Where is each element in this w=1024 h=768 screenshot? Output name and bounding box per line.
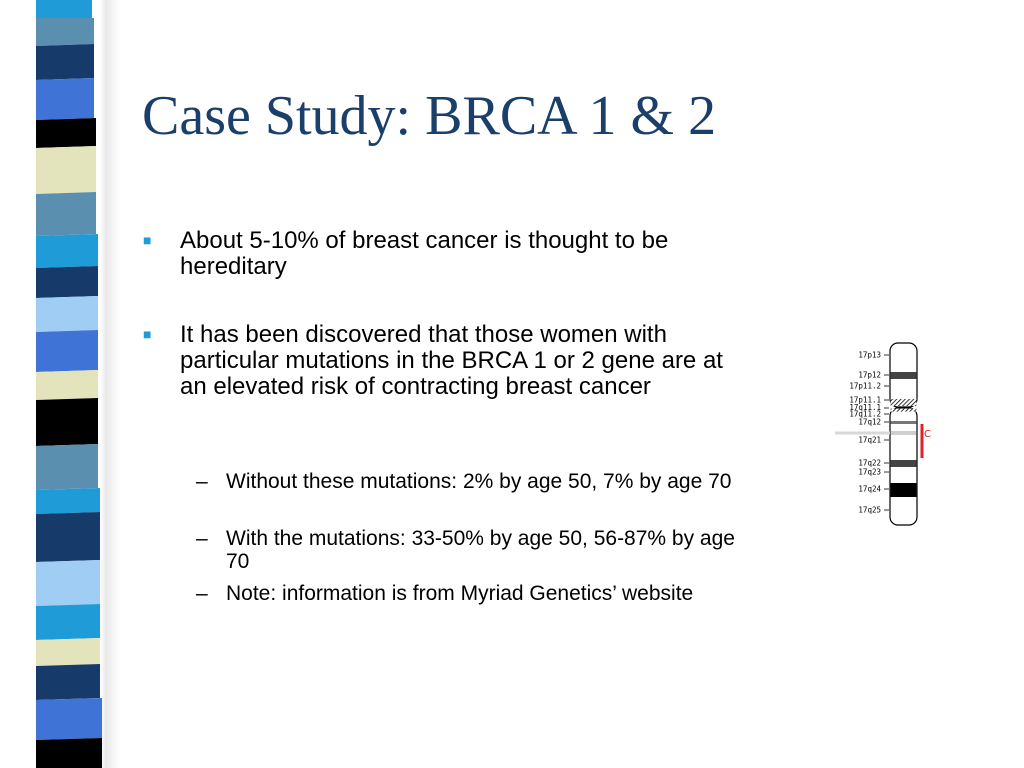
band-label: 17q11.2 (849, 409, 881, 419)
strip-block (36, 330, 98, 372)
band-17q22 (891, 460, 917, 467)
strip-block (36, 146, 96, 194)
bullet-item: It has been discovered that those women with particular mutations in the BRCA 1 or 2 gene are at an elevated risk of contracting breast cancer (180, 321, 723, 400)
band-17p11-1 (891, 399, 917, 406)
bullet-square-icon: ■ (143, 326, 152, 342)
strip-block (36, 664, 100, 700)
dash-icon: – (196, 470, 208, 493)
band-label: 17q21 (858, 435, 881, 445)
band-label: 17p12 (858, 370, 881, 380)
strip-block (36, 638, 100, 666)
strip-block (36, 604, 100, 640)
strip-block (36, 370, 98, 400)
band-label: 17p11.1 (849, 395, 881, 405)
band-17p12 (891, 372, 917, 379)
bullet-square-icon: ■ (143, 232, 152, 248)
sub-bullet-item: With the mutations: 33-50% by age 50, 56-87% by age 70 (226, 527, 735, 573)
band-label: 17q12 (858, 417, 881, 427)
dash-icon: – (196, 582, 208, 605)
bullet-item: About 5-10% of breast cancer is thought to be hereditary (180, 227, 669, 280)
band-label: 17q25 (858, 505, 881, 515)
strip-block (36, 398, 98, 446)
band-label: 17q22 (858, 458, 881, 468)
band-label: 17q24 (858, 484, 881, 494)
decorative-color-strip (0, 0, 120, 768)
strip-blocks (36, 0, 102, 768)
sub-bullet-item: Note: information is from Myriad Genetics’ website (226, 582, 694, 605)
strip-block (36, 192, 96, 236)
strip-block (36, 560, 100, 606)
band-label: 17q23 (858, 467, 881, 477)
strip-block (36, 698, 102, 740)
strip-block (36, 738, 102, 768)
band-label: 17q11.1 (849, 403, 881, 412)
band-label: 17p13 (858, 350, 881, 360)
strip-block (36, 266, 98, 298)
strip-block (36, 0, 92, 18)
strip-block (36, 234, 98, 268)
band-17q11-1 (891, 409, 917, 412)
brca1-marker-letter: C (924, 429, 931, 440)
strip-block (36, 296, 98, 332)
band-17q21-light (891, 431, 917, 435)
strip-block (36, 44, 94, 80)
strip-block (36, 512, 100, 562)
strip-block (36, 78, 94, 120)
strip-block (36, 18, 94, 46)
strip-block (36, 444, 98, 490)
strip-block (36, 118, 96, 148)
band-17q24 (891, 483, 917, 497)
slide-title: Case Study: BRCA 1 & 2 (142, 85, 717, 147)
dash-icon: – (196, 527, 208, 550)
band-17q12 (891, 421, 917, 424)
sub-bullet-item: Without these mutations: 2% by age 50, 7% by age 70 (226, 470, 732, 493)
chromosome-17-ideogram (830, 338, 940, 533)
strip-block (36, 488, 100, 514)
band-label: 17p11.2 (849, 381, 881, 391)
